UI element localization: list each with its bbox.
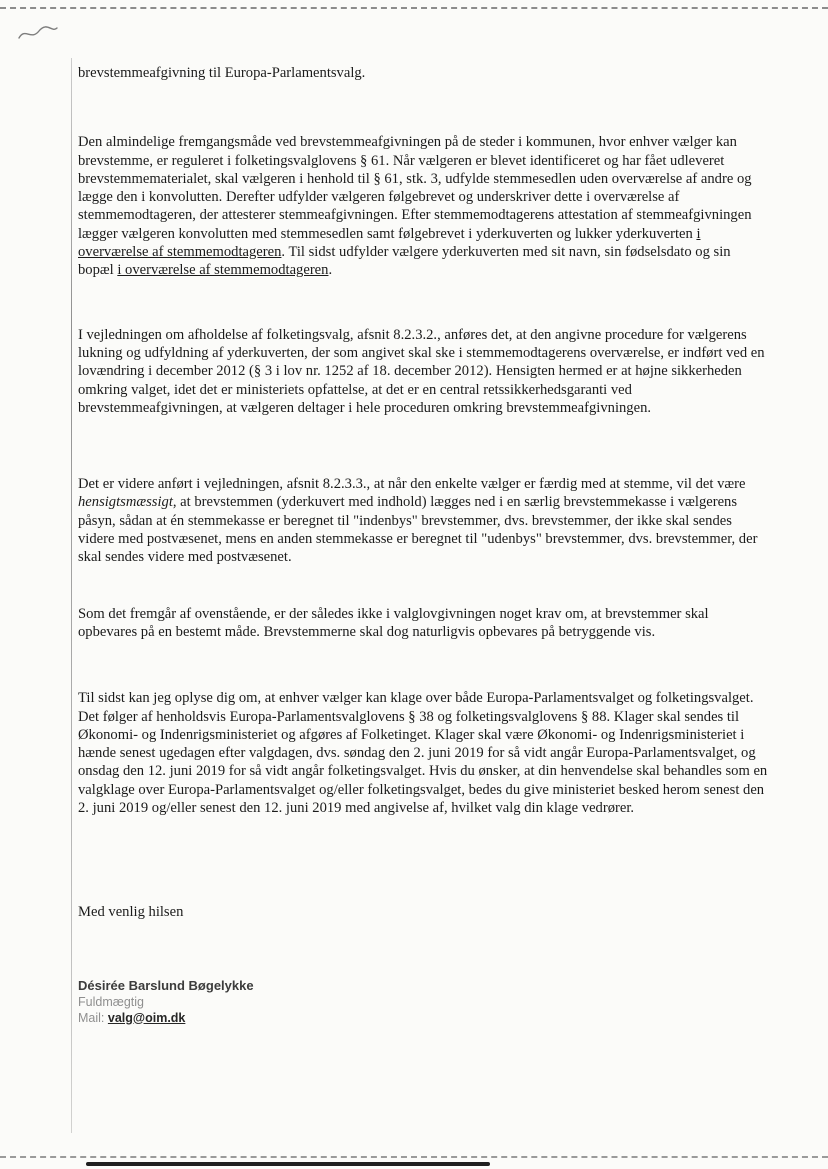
scan-bottom-bar bbox=[86, 1162, 490, 1166]
scan-top-edge bbox=[0, 7, 828, 9]
body-paragraph: Som det fremgår af ovenstående, er der således ikke i valglovgivningen noget krav om, at brevstemmer skal opbevares på en bestemt måde. Brevstemmerne skal dog naturligvis opbevares på betryggende vis. bbox=[78, 605, 709, 640]
signature-block bbox=[78, 978, 768, 1026]
body-paragraph: Det er videre anført i vejledningen, afsnit 8.2.3.3., at når den enkelte vælger er færdig med at stemme, vil det være hensigtsmæssigt, at brevstemmen (yderkuvert med indhold) lægges ned i en særlig brevstemmekasse i vælgerens påsyn, sådan at én stemmekasse er beregnet til "indenbys" brevstemmer, dvs. brevstemmer, der ikke skal sendes videre med postvæsenet, mens en anden stemmekasse er beregnet til "udenbys" brevstemmer, dvs. brevstemmer, der skal sendes videre med postvæsenet. bbox=[78, 476, 758, 566]
email-link[interactable]: valg@oim.dk bbox=[107, 1010, 186, 1025]
signature-name: Désirée Barslund Bøgelykke bbox=[78, 977, 254, 993]
mail-label: Mail: bbox=[78, 1010, 105, 1025]
scan-bottom-edge bbox=[0, 1156, 828, 1158]
body-paragraph: I vejledningen om afholdelse af folketingsvalg, afsnit 8.2.3.2., anføres det, at den angivne procedure for vælgerens lukning og udfyldning af yderkuverten, der som angivet skal ske i stemmemodtagerens overværelse, er indført ved en lovændring i december 2012 (§ 3 i lov nr. 1252 af 18. december 2012). Hensigten hermed er at højne sikkerheden omkring valget, idet det er ministeriets opfattelse, at det er en central retssikkerhedsgaranti ved brevstemmeafgivningen, at vælgeren deltager i hele proceduren omkring brevstemmeafgivningen. bbox=[78, 326, 765, 416]
letter-opening-fragment: brevstemmeafgivning til Europa-Parlamentsvalg. bbox=[78, 65, 366, 81]
body-paragraph: Den almindelige fremgangsmåde ved brevstemmeafgivningen på de steder i kommunen, hvor enhver vælger kan brevstemme, er reguleret i folketingsvalglovens § 61. Når vælgeren er blevet identificeret og har fået udleveret brevstemmematerialet, skal vælgeren i henhold til § 61, stk. 3, udfylde stemmesedlen uden overværelse af andre og lægge den i konvolutten. Derefter udfylder vælgeren følgebrevet og underskriver dette i overværelse af stemmemodtageren, der attesterer stemmeafgivningen. Efter stemmemodtagerens attestation af stemmeafgivningen lægger vælgeren konvolutten med stemmesedlen samt følgebrevet i yderkuverten og lukker yderkuverten i overværelse af stemmemodtageren. Til sidst udfylder vælgere yderkuverten med sit navn, sin fødselsdato og sin bopæl i overværelse af stemmemodtageren. bbox=[78, 134, 752, 279]
pen-scribble bbox=[16, 22, 60, 46]
signature-mail-line bbox=[78, 1010, 768, 1026]
fold-line-artifact bbox=[71, 58, 72, 1133]
signature-title: Fuldmægtig bbox=[78, 994, 144, 1009]
letter-body bbox=[78, 64, 768, 1026]
letter-closing: Med venlig hilsen bbox=[78, 904, 184, 921]
body-paragraph: Til sidst kan jeg oplyse dig om, at enhver vælger kan klage over både Europa-Parlamentsvalget og folketingsvalget. Det følger af henholdsvis Europa-Parlamentsvalglovens § 38 og folketingsvalglovens § 88. Klager skal sendes til Økonomi- og Indenrigsministeriet og afgøres af Folketinget. Klager skal være Økonomi- og Indenrigsministeriet i hænde senest ugedagen efter valgdagen, dvs. søndag den 2. juni 2019 for så vidt angår Europa-Parlamentsvalget, og onsdag den 12. juni 2019 for så vidt angår folketingsvalget. Hvis du ønsker, at din henvendelse skal behandles som en valgklage over Europa-Parlamentsvalget og/eller folketingsvalget, bedes du give ministeriet besked herom senest den 2. juni 2019 og/eller senest den 12. juni 2019 med angivelse af, hvilket valg din klage vedrører. bbox=[78, 690, 768, 817]
